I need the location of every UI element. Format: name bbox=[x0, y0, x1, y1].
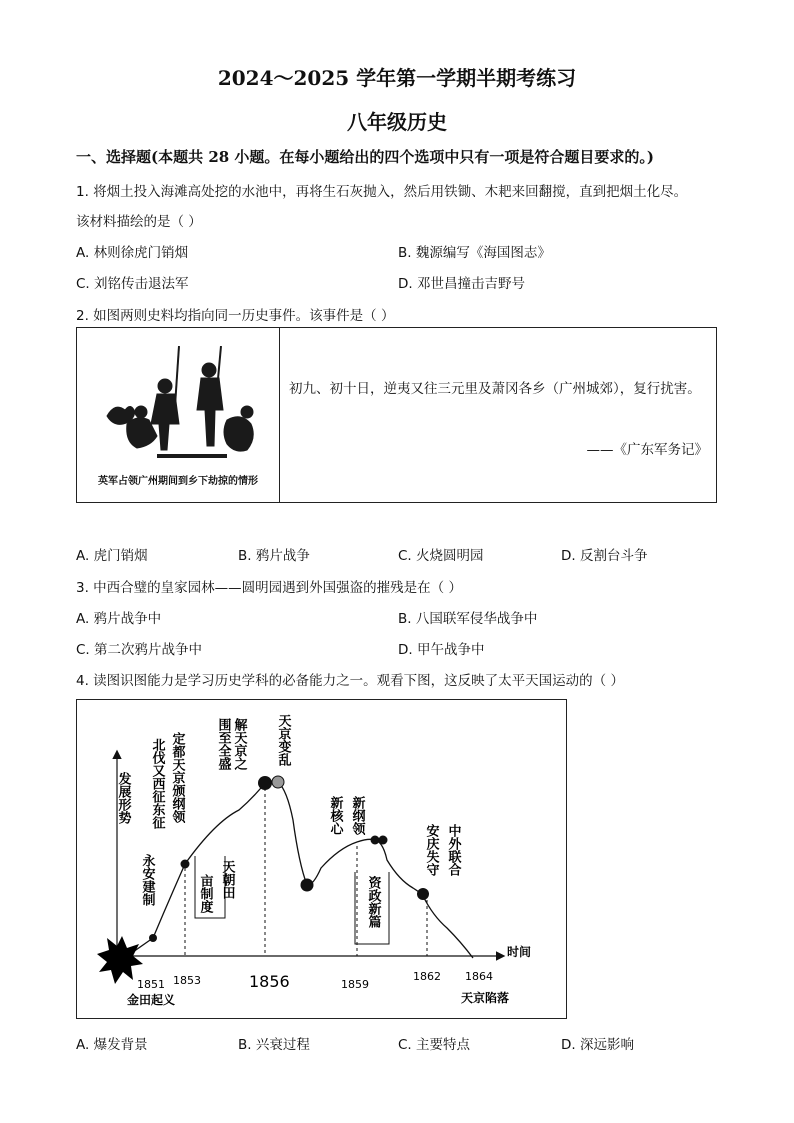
label-beifa: 北伐又西征东征 bbox=[149, 738, 165, 829]
point-gangling-a bbox=[371, 836, 380, 845]
q4-option-a[interactable]: A. 爆发背景 bbox=[76, 1037, 148, 1053]
q3-option-b[interactable]: B. 八国联军侵华战争中 bbox=[398, 611, 538, 627]
q3-option-d[interactable]: D. 甲午战争中 bbox=[398, 642, 485, 658]
label-bianluan: 天京变乱 bbox=[275, 714, 291, 766]
label-xinhexin: 新核心 bbox=[327, 796, 343, 835]
label-xingangling: 新纲领 bbox=[349, 796, 365, 835]
label-tianchao-b: 亩制度 bbox=[197, 874, 213, 913]
quote-source: ——《广东军务记》 bbox=[586, 442, 708, 458]
point-peak bbox=[258, 776, 272, 790]
section-heading: 一、选择题(本题共 28 小题。在每小题给出的四个选项中只有一项是符合题目要求的。) bbox=[76, 148, 655, 166]
q1-stem-line1: 1. 将烟土投入海滩高处挖的水池中，再将生石灰抛入，然后用铁锄、木耙来回翻搅，直到把烟土化尽。 bbox=[76, 184, 688, 200]
year-1851: 1851 bbox=[137, 978, 165, 991]
table-divider bbox=[279, 328, 280, 502]
q2-stem: 2. 如图两则史料均指向同一历史事件。该事件是（ ） bbox=[76, 308, 395, 324]
label-dingdu: 定都天京颁纲领 bbox=[169, 732, 185, 823]
label-jiewei-b: 围至全盛 bbox=[215, 718, 231, 770]
q1-stem-line2: 该材料描绘的是（ ） bbox=[76, 214, 202, 230]
label-anqing: 安庆失守 bbox=[423, 824, 439, 876]
q4-stem: 4. 读图识图能力是学习历史学科的必备能力之一。观看下图，这反映了太平天国运动的（ ） bbox=[76, 673, 624, 689]
q4-option-b[interactable]: B. 兴衰过程 bbox=[238, 1037, 310, 1053]
q3-stem: 3. 中西合璧的皇家园林——圆明园遇到外国强盗的摧残是在（ ） bbox=[76, 580, 462, 596]
q3-option-c[interactable]: C. 第二次鸦片战争中 bbox=[76, 642, 203, 658]
jintian-uprising-burst bbox=[97, 936, 143, 984]
trend-curve bbox=[113, 781, 473, 966]
label-zhongwai: 中外联合 bbox=[445, 824, 461, 876]
page-title: 2024～2025 学年第一学期半期考练习 bbox=[217, 66, 577, 90]
q1-option-d[interactable]: D. 邓世昌撞击吉野号 bbox=[398, 276, 525, 292]
q1-option-a[interactable]: A. 林则徐虎门销烟 bbox=[76, 245, 189, 261]
q2-option-a[interactable]: A. 虎门销烟 bbox=[76, 548, 148, 564]
label-yongan: 永安建制 bbox=[139, 854, 155, 906]
point-xinhexin bbox=[301, 879, 314, 892]
q2-option-d[interactable]: D. 反割台斗争 bbox=[561, 548, 648, 564]
historical-quote: 初九、初十日，逆夷又往三元里及萧冈各乡（广州城郊），复行扰害。 bbox=[289, 381, 701, 397]
point-yongan bbox=[149, 934, 157, 942]
year-1856: 1856 bbox=[249, 972, 290, 991]
soldiers-illustration bbox=[97, 346, 267, 468]
point-gangling-b bbox=[379, 836, 388, 845]
year-1853: 1853 bbox=[173, 974, 201, 987]
illustration-caption: 英军占领广州期间到乡下劫掠的情形 bbox=[98, 476, 258, 487]
q2-option-b[interactable]: B. 鸦片战争 bbox=[238, 548, 310, 564]
point-bianluan bbox=[272, 776, 284, 788]
point-anqing bbox=[417, 888, 429, 900]
taiping-trend-diagram bbox=[76, 699, 567, 1019]
q2-source-table bbox=[76, 327, 717, 503]
q1-option-c[interactable]: C. 刘铭传击退法军 bbox=[76, 276, 189, 292]
year-1859: 1859 bbox=[341, 978, 369, 991]
x-axis-label: 时间 bbox=[507, 945, 532, 959]
page-subtitle: 八年级历史 bbox=[347, 110, 447, 134]
q3-option-a[interactable]: A. 鸦片战争中 bbox=[76, 611, 162, 627]
y-axis-label: 发展形势 bbox=[115, 772, 131, 824]
year-1862: 1862 bbox=[413, 970, 441, 983]
q4-option-c[interactable]: C. 主要特点 bbox=[398, 1037, 471, 1053]
label-xianluo: 天京陷落 bbox=[461, 991, 510, 1005]
q4-option-d[interactable]: D. 深远影响 bbox=[561, 1037, 634, 1053]
label-jiewei-a: 解天京之 bbox=[231, 718, 247, 770]
trend-svg bbox=[77, 700, 568, 1020]
label-tianchao-a: 天朝田 bbox=[219, 860, 235, 899]
year-1864: 1864 bbox=[465, 970, 493, 983]
label-zizheng: 资政新篇 bbox=[365, 876, 381, 928]
point-dingdu bbox=[181, 860, 190, 869]
q1-option-b[interactable]: B. 魏源编写《海国图志》 bbox=[398, 245, 551, 261]
q2-option-c[interactable]: C. 火烧圆明园 bbox=[398, 548, 484, 564]
label-jintian: 金田起义 bbox=[127, 993, 176, 1007]
